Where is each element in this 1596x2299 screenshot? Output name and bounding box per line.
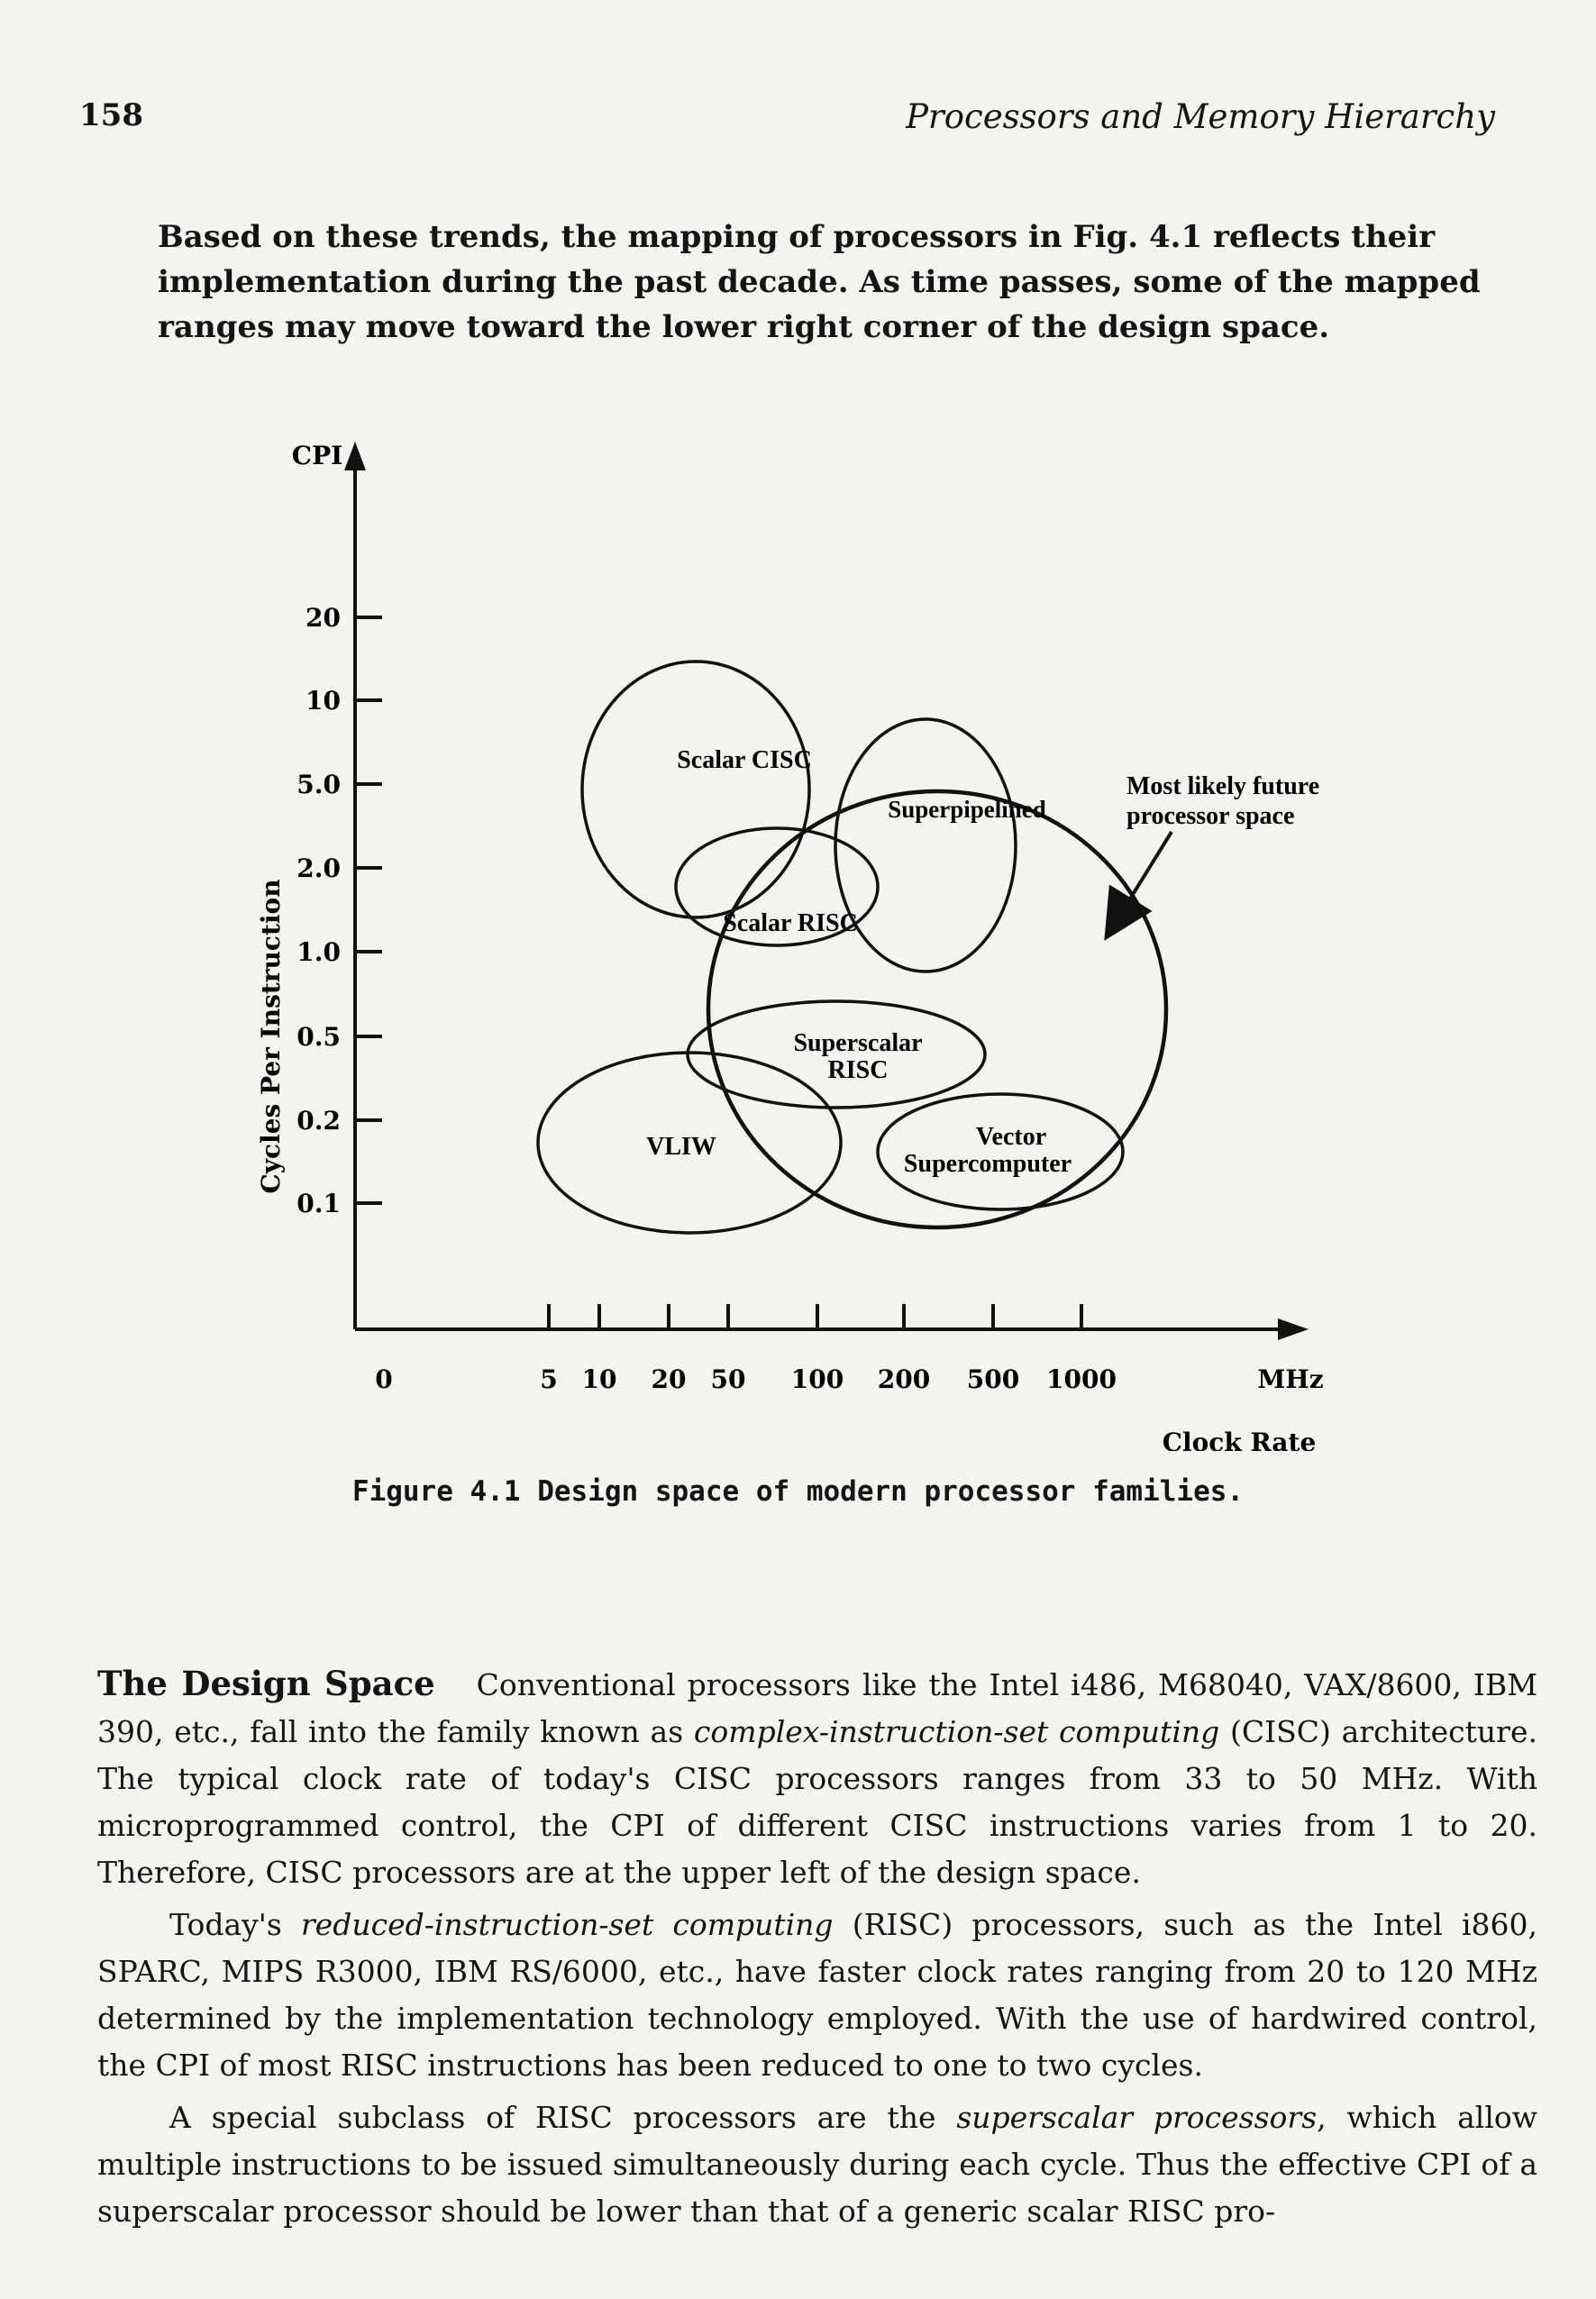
figure-4-1 — [0, 433, 1596, 1559]
y-tick-label: 0.2 — [296, 1106, 341, 1136]
body-text — [97, 1660, 1537, 2235]
x-origin-label: 0 — [375, 1364, 393, 1394]
x-tick-label: 50 — [710, 1364, 746, 1394]
p3-emphasis: superscalar processors — [956, 2100, 1318, 2135]
paragraph-3 — [97, 2094, 1537, 2235]
label-superscalar-risc-line1: Superscalar — [793, 1029, 923, 1057]
y-tick-label: 5.0 — [296, 770, 341, 799]
p3-text-a: A special subclass of RISC processors are the — [169, 2100, 957, 2135]
label-superscalar-risc-line2: RISC — [827, 1056, 889, 1084]
p1-text-b: (CISC) architecture. The typical clock rate of today's CISC processors ranges from 33 to 50 MHz. With microprogrammed control, the CPI of different CISC instructions varies from 1 to 20. Therefore, CISC processors are at the upper left of the design space. — [97, 1714, 1537, 1890]
y-axis-cpi-label: CPI — [291, 441, 343, 470]
label-vliw: VLIW — [646, 1133, 716, 1161]
design-space-diagram — [0, 433, 1596, 1451]
annotation-line1: Most likely future — [1126, 772, 1320, 800]
y-tick-label: 2.0 — [296, 853, 341, 883]
x-tick-label: 200 — [877, 1364, 931, 1394]
x-axis-title: Clock Rate — [1162, 1428, 1317, 1451]
x-tick-label: 500 — [966, 1364, 1020, 1394]
x-tick-label: 100 — [790, 1364, 844, 1394]
p3-text-b: , which allow multiple instructions to be issued simultaneously during each cycle. Thus the effective CPI of a superscalar processor should be lower than that of a generic scalar RISC pro- — [97, 2100, 1537, 2229]
p1-emphasis: complex-instruction-set computing — [693, 1714, 1220, 1749]
y-tick-label: 20 — [306, 603, 341, 633]
y-tick-label: 0.5 — [296, 1022, 341, 1052]
x-axis-unit: MHz — [1257, 1364, 1324, 1394]
p2-text-b: (RISC) processors, such as the Intel i860, SPARC, MIPS R3000, IBM RS/6000, etc., have faster clock rates ranging from 20 to 120 MHz determined by the implementation technology employed. With the use of hardwired control, the CPI of most RISC instructions has been reduced to one to two cycles. — [97, 1907, 1537, 2083]
y-axis-title: Cycles Per Instruction — [256, 879, 286, 1194]
x-tick-label: 1000 — [1046, 1364, 1117, 1394]
page-number: 158 — [79, 97, 143, 133]
y-tick-label: 10 — [306, 686, 341, 716]
label-superpipelined: Superpipelined — [888, 796, 1046, 823]
running-head: Processors and Memory Hierarchy — [906, 97, 1495, 136]
figure-caption: Figure 4.1 Design space of modern processor families. — [351, 1475, 1245, 1508]
intro-paragraph: Based on these trends, the mapping of processors in Fig. 4.1 reflects their implementation during the past decade. As time passes, some of the mapped ranges may move toward the lower right corner of the design space. — [158, 219, 1481, 345]
region-scalar-cisc — [582, 661, 809, 917]
annotation-arrow-icon — [1117, 832, 1172, 919]
label-scalar-cisc: Scalar CISC — [677, 746, 812, 774]
paragraph-1 — [97, 1660, 1537, 1896]
section-title: The Design Space — [97, 1664, 435, 1703]
y-tick-label: 1.0 — [296, 937, 341, 967]
x-axis-arrow-icon — [1278, 1318, 1309, 1340]
p2-text-a: Today's — [169, 1907, 301, 1942]
x-tick-label: 10 — [581, 1364, 617, 1394]
label-vector-line2: Supercomputer — [903, 1150, 1072, 1178]
label-vector-line1: Vector — [975, 1123, 1047, 1151]
region-superpipelined — [835, 719, 1016, 972]
label-scalar-risc: Scalar RISC — [723, 909, 858, 937]
x-tick-label: 20 — [651, 1364, 687, 1394]
paragraph-2 — [97, 1902, 1537, 2089]
p1-text-a: Conventional processors like the Intel i486, M68040, VAX/8600, IBM 390, etc., fall into the family known as — [97, 1667, 1537, 1749]
x-tick-label: 5 — [540, 1364, 558, 1394]
page-header — [79, 97, 1495, 151]
annotation-line2: processor space — [1126, 802, 1295, 830]
y-tick-label: 0.1 — [296, 1189, 341, 1218]
p2-emphasis: reduced-instruction-set computing — [300, 1907, 834, 1942]
y-axis-arrow-icon — [344, 442, 366, 470]
